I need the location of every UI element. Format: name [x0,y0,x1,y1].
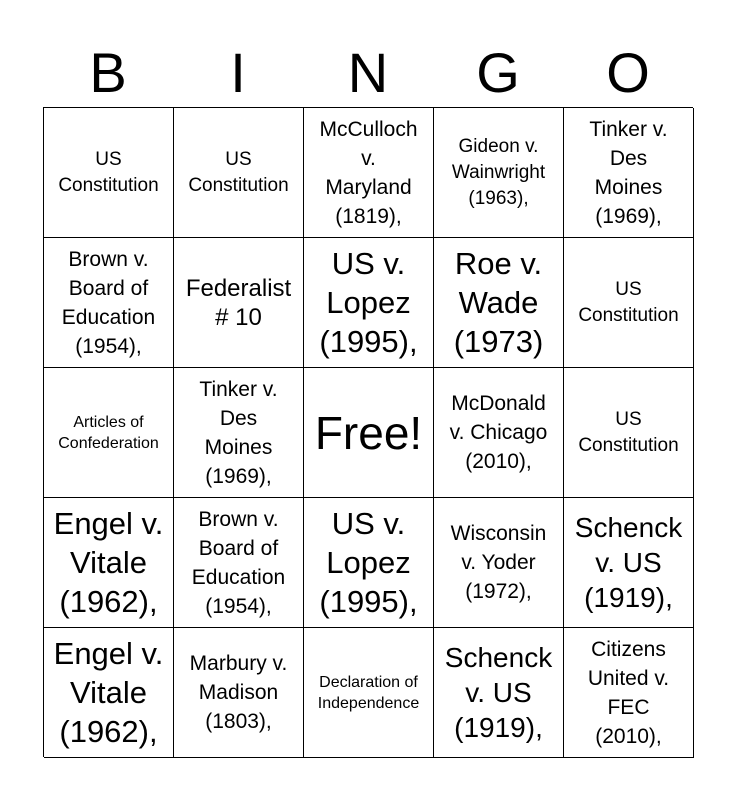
cell-text: Tinker v. Des Moines (1969), [589,117,668,228]
cell-text: Brown v. Board of Education (1954), [191,507,286,618]
bingo-cell-r5c4[interactable] [434,628,564,758]
bingo-cell-r2c5[interactable] [564,238,694,368]
bingo-cell-r3c2[interactable] [174,368,304,498]
bingo-cell-r5c5[interactable] [564,628,694,758]
bingo-cell-r4c3[interactable] [304,498,434,628]
bingo-cell-r4c2[interactable] [174,498,304,628]
header-letter-o: O [606,41,650,104]
cell-text: Citizens United v. FEC (2010), [587,637,670,748]
bingo-cell-r4c1[interactable] [44,498,174,628]
cell-text: Articles of Confederation [58,413,159,452]
bingo-grid [43,107,693,757]
cell-text: Declaration of Independence [317,673,420,712]
cell-text: Wisconsin v. Yoder (1972), [450,522,547,603]
bingo-cell-r3c5[interactable] [564,368,694,498]
bingo-cell-r5c2[interactable] [174,628,304,758]
bingo-cell-r5c1[interactable] [44,628,174,758]
cell-text: US Constitution [578,278,679,326]
cell-text: US Constitution [188,148,289,196]
header-letter-b: B [89,41,127,104]
bingo-cell-r3c4[interactable] [434,368,564,498]
cell-text: Free! [314,406,423,459]
bingo-cell-r4c4[interactable] [434,498,564,628]
cell-text: Federalist # 10 [185,274,292,331]
cell-text: US Constitution [58,148,159,196]
cell-text: Marbury v. Madison (1803), [189,652,288,733]
bingo-cell-free[interactable] [304,368,434,498]
header-letter-n: N [347,41,389,104]
cell-text: Gideon v. Wainwright (1963), [451,135,546,209]
cell-text: Brown v. Board of Education (1954), [61,247,156,358]
bingo-cell-r3c1[interactable] [44,368,174,498]
cell-text: Roe v. Wade (1973) [453,246,544,359]
cell-text: Engel v. Vitale (1962), [53,636,164,749]
bingo-cell-r1c1[interactable] [44,108,174,238]
bingo-cell-r2c3[interactable] [304,238,434,368]
bingo-cell-r2c4[interactable] [434,238,564,368]
cell-text: McCulloch v. Maryland (1819), [319,117,418,228]
cell-text: Engel v. Vitale (1962), [53,506,164,619]
cell-text: Schenck v. US (1919), [444,642,553,743]
bingo-cell-r1c4[interactable] [434,108,564,238]
cell-text: McDonald v. Chicago (2010), [449,392,548,473]
bingo-cell-r5c3[interactable] [304,628,434,758]
header-letter-i: I [230,41,246,104]
cell-text: Schenck v. US (1919), [574,512,683,613]
bingo-cell-r2c1[interactable] [44,238,174,368]
bingo-header [43,38,693,108]
cell-text: US Constitution [578,408,679,456]
cell-text: US v. Lopez (1995), [319,506,418,619]
bingo-cell-r1c3[interactable] [304,108,434,238]
bingo-cell-r1c2[interactable] [174,108,304,238]
header-letter-g: G [476,41,520,104]
cell-text: Tinker v. Des Moines (1969), [199,377,278,488]
cell-text: US v. Lopez (1995), [319,246,418,359]
bingo-cell-r4c5[interactable] [564,498,694,628]
bingo-cell-r2c2[interactable] [174,238,304,368]
bingo-cell-r1c5[interactable] [564,108,694,238]
